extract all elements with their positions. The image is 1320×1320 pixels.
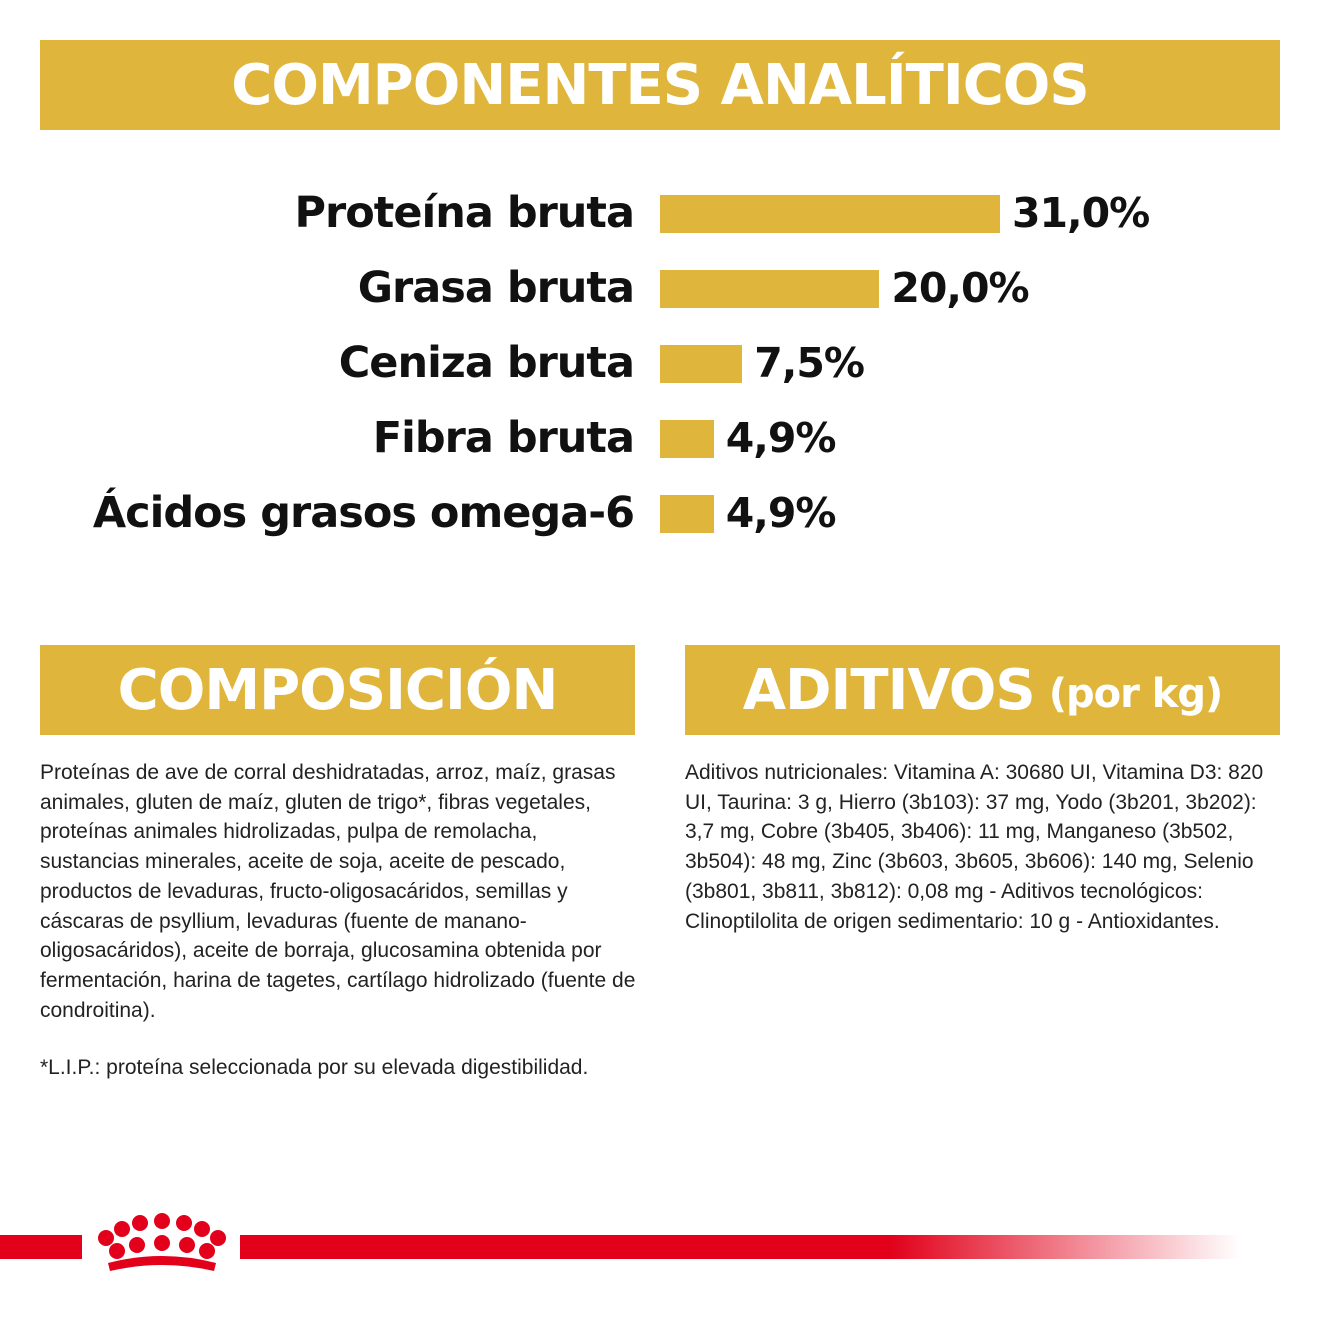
bar-value-label: 20,0% xyxy=(891,264,1029,312)
bar-category-label: Grasa bruta xyxy=(357,263,634,313)
footer-line-left xyxy=(0,1235,82,1259)
additives-header xyxy=(685,645,1280,735)
bar-category-label: Proteína bruta xyxy=(294,188,634,238)
analytic-components-title: COMPONENTES ANALÍTICOS xyxy=(231,52,1089,118)
bar-value-label: 4,9% xyxy=(725,489,836,537)
bar xyxy=(660,195,1000,233)
bar xyxy=(660,420,714,458)
bar-row xyxy=(0,486,1320,540)
additives-title: ADITIVOS xyxy=(742,657,1035,723)
bar-category-label: Ceniza bruta xyxy=(338,338,634,388)
additives-title-suffix: (por kg) xyxy=(1048,671,1223,717)
bar xyxy=(660,495,714,533)
composition-text: Proteínas de ave de corral deshidratadas, arroz, maíz, grasas animales, gluten de maíz, gluten de trigo*, fibras vegetales, proteínas animales hidrolizadas, pulpa de remolacha, sustancias minerales, aceite de soja, aceite de pescado, productos de levaduras, fructo-oligosacáridos, semillas y cáscaras de psyllium, levaduras (fuente de manano-oligosacáridos), aceite de borraja, glucosamina obtenida por fermentación, harina de tagetes, cartílago hidrolizado (fuente de condroitina). xyxy=(40,761,636,1022)
bar-category-label: Fibra bruta xyxy=(372,413,634,463)
bar-value-label: 4,9% xyxy=(725,414,836,462)
royal-canin-crown-icon xyxy=(92,1205,232,1285)
bar-row xyxy=(0,261,1320,315)
composition-title: COMPOSICIÓN xyxy=(117,657,558,723)
bar-value-label: 31,0% xyxy=(1012,189,1150,237)
bar-value-label: 7,5% xyxy=(754,339,864,387)
bar xyxy=(660,345,742,383)
additives-text: Aditivos nutricionales: Vitamina A: 30680 UI, Vitamina D3: 820 UI, Taurina: 3 g, Hierro (3b103): 37 mg, Yodo (3b201, 3b202): 3,7 mg, Cobre (3b405, 3b406): 11 mg, Manganeso (3b502, 3b504): 48 mg, Zinc (3b603, 3b605, 3b606): 140 mg, Selenio (3b801, 3b811, 3b812): 0,08 mg - Aditivos tecnológicos: Clinoptilolita de origen sedimentario: 10 g - Antioxidantes. xyxy=(685,761,1264,933)
bar-row xyxy=(0,186,1320,240)
bar-row xyxy=(0,336,1320,390)
analytic-components-chart xyxy=(0,170,1320,560)
bar xyxy=(660,270,879,308)
composition-footnote: *L.I.P.: proteína seleccionada por su elevada digestibilidad. xyxy=(40,1056,589,1079)
footer-line-right xyxy=(240,1235,1240,1259)
analytic-components-header xyxy=(40,40,1280,130)
bar-category-label: Ácidos grasos omega-6 xyxy=(92,488,634,538)
composition-header xyxy=(40,645,635,735)
bar-row xyxy=(0,411,1320,465)
